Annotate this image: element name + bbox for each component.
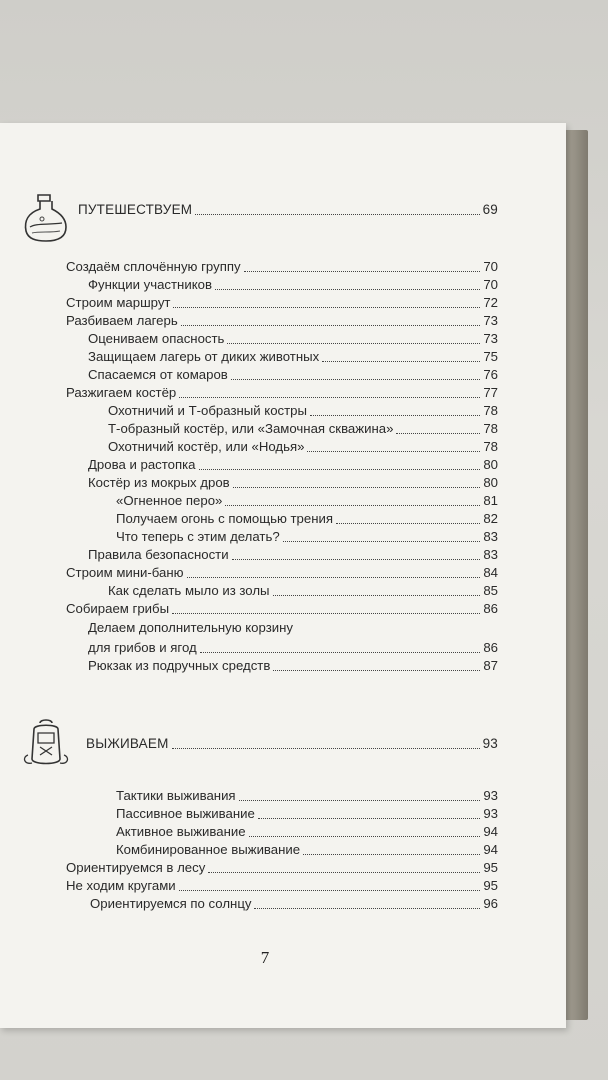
entry-page: 94 <box>483 824 498 839</box>
entry-title: Комбинированное выживание <box>116 842 301 857</box>
entry-title: Разжигаем костёр <box>66 385 177 400</box>
leader-dots <box>273 670 480 671</box>
toc-entry[interactable] <box>66 600 498 618</box>
leader-dots <box>303 854 480 855</box>
entry-title: Как сделать мыло из золы <box>108 583 270 598</box>
entry-page: 82 <box>483 511 498 526</box>
entry-title: Строим мини-баню <box>66 565 184 580</box>
leader-dots <box>258 818 480 819</box>
toc-entry[interactable] <box>116 528 498 546</box>
entry-title: Разбиваем лагерь <box>66 313 178 328</box>
toc-entry[interactable] <box>108 438 498 456</box>
leader-dots <box>199 469 481 470</box>
entry-page: 83 <box>483 547 498 562</box>
entry-page: 84 <box>483 565 498 580</box>
leader-dots <box>233 487 481 488</box>
entry-page: 93 <box>483 788 498 803</box>
leader-dots <box>208 872 480 873</box>
entry-title: Охотничий костёр, или «Нодья» <box>108 439 305 454</box>
entry-page: 87 <box>483 658 498 673</box>
entry-page: 81 <box>483 493 498 508</box>
entry-page: 86 <box>483 601 498 616</box>
toc-entry[interactable] <box>88 366 498 384</box>
entry-page: 96 <box>483 896 498 911</box>
leader-dots <box>310 415 480 416</box>
entry-page: 86 <box>483 640 498 655</box>
leader-dots <box>172 613 480 614</box>
toc-entry[interactable] <box>88 330 498 348</box>
toc-entry[interactable] <box>116 510 498 528</box>
leader-dots <box>239 800 481 801</box>
page-number: 7 <box>260 948 270 967</box>
toc-section-header[interactable] <box>86 735 498 753</box>
section-title: ПУТЕШЕСТВУЕМ <box>78 202 193 217</box>
toc-entry[interactable] <box>88 348 498 366</box>
leader-dots <box>232 559 481 560</box>
toc-section-header[interactable] <box>78 201 498 219</box>
toc-entry[interactable] <box>108 402 498 420</box>
toc-entry[interactable] <box>66 312 498 330</box>
entry-page: 73 <box>483 331 498 346</box>
toc-entry[interactable] <box>88 276 498 294</box>
entry-title: Тактики выживания <box>116 788 236 803</box>
toc-entry[interactable] <box>90 895 498 913</box>
toc-entry[interactable] <box>88 546 498 564</box>
entry-title: Делаем дополнительную корзину <box>88 620 293 635</box>
entry-page: 76 <box>483 367 498 382</box>
entry-title: Строим маршрут <box>66 295 171 310</box>
entry-page: 78 <box>483 421 498 436</box>
flask-icon <box>18 189 74 245</box>
leader-dots <box>283 541 481 542</box>
leader-dots <box>187 577 481 578</box>
entry-page: 77 <box>483 385 498 400</box>
leader-dots <box>273 595 481 596</box>
toc-entry[interactable] <box>116 492 498 510</box>
leader-dots <box>179 397 480 398</box>
leader-dots <box>336 523 480 524</box>
toc-entry[interactable] <box>108 420 498 438</box>
entry-title: Активное выживание <box>116 824 246 839</box>
entry-title: Оцениваем опасность <box>88 331 225 346</box>
toc-entry[interactable] <box>88 619 498 637</box>
toc-entry[interactable] <box>88 474 498 492</box>
entry-title: Создаём сплочённую группу <box>66 259 241 274</box>
entry-title: Пассивное выживание <box>116 806 255 821</box>
entry-title: Что теперь с этим делать? <box>116 529 280 544</box>
entry-title: Защищаем лагерь от диких животных <box>88 349 320 364</box>
entry-title: Дрова и растопка <box>88 457 196 472</box>
entry-page: 80 <box>483 475 498 490</box>
leader-dots <box>396 433 480 434</box>
entry-title: Ориентируемся в лесу <box>66 860 206 875</box>
toc-entry[interactable] <box>66 564 498 582</box>
leader-dots <box>249 836 481 837</box>
entry-page: 95 <box>483 860 498 875</box>
entry-page: 85 <box>483 583 498 598</box>
leader-dots <box>172 748 480 749</box>
section-page: 69 <box>482 202 498 217</box>
entry-page: 73 <box>483 313 498 328</box>
entry-page: 80 <box>483 457 498 472</box>
entry-title: Не ходим кругами <box>66 878 176 893</box>
leader-dots <box>231 379 481 380</box>
entry-title: Функции участников <box>88 277 212 292</box>
toc-entry[interactable] <box>88 639 498 657</box>
entry-page: 83 <box>483 529 498 544</box>
leader-dots <box>322 361 480 362</box>
entry-title: Охотничий и Т-образный костры <box>108 403 307 418</box>
entry-title: Т-образный костёр, или «Замочная скважина» <box>108 421 394 436</box>
book-page <box>0 123 566 1028</box>
entry-title: Правила безопасности <box>88 547 229 562</box>
toc-entry[interactable] <box>66 384 498 402</box>
toc-entry[interactable] <box>116 823 498 841</box>
entry-title: Рюкзак из подручных средств <box>88 658 271 673</box>
toc-entry[interactable] <box>66 877 498 895</box>
backpack-icon <box>18 715 74 771</box>
toc-entry[interactable] <box>116 805 498 823</box>
leader-dots <box>227 343 480 344</box>
section-page: 93 <box>482 736 498 751</box>
leader-dots <box>179 890 481 891</box>
entry-title: Костёр из мокрых дров <box>88 475 230 490</box>
entry-page: 78 <box>483 439 498 454</box>
entry-page: 70 <box>483 277 498 292</box>
entry-title: Спасаемся от комаров <box>88 367 228 382</box>
toc-entry[interactable] <box>66 258 498 276</box>
entry-page: 78 <box>483 403 498 418</box>
leader-dots <box>200 652 481 653</box>
toc-entry[interactable] <box>66 859 498 877</box>
toc-entry[interactable] <box>88 657 498 675</box>
entry-title: Ориентируемся по солнцу <box>90 896 252 911</box>
entry-page: 95 <box>483 878 498 893</box>
entry-page: 72 <box>483 295 498 310</box>
toc-entry[interactable] <box>108 582 498 600</box>
toc-entry[interactable] <box>116 841 498 859</box>
toc-entry[interactable] <box>66 294 498 312</box>
leader-dots <box>254 908 480 909</box>
toc-entry[interactable] <box>88 456 498 474</box>
entry-page: 93 <box>483 806 498 821</box>
entry-page: 70 <box>483 259 498 274</box>
toc-entry[interactable] <box>116 787 498 805</box>
section-title: ВЫЖИВАЕМ <box>86 736 169 751</box>
leader-dots <box>215 289 480 290</box>
leader-dots <box>244 271 481 272</box>
leader-dots <box>307 451 480 452</box>
entry-title: Получаем огонь с помощью трения <box>116 511 333 526</box>
leader-dots <box>195 214 479 215</box>
entry-page: 94 <box>483 842 498 857</box>
entry-title: для грибов и ягод <box>88 640 197 655</box>
entry-title: Собираем грибы <box>66 601 170 616</box>
leader-dots <box>225 505 480 506</box>
leader-dots <box>173 307 480 308</box>
leader-dots <box>181 325 481 326</box>
entry-title: «Огненное перо» <box>116 493 223 508</box>
entry-page: 75 <box>483 349 498 364</box>
